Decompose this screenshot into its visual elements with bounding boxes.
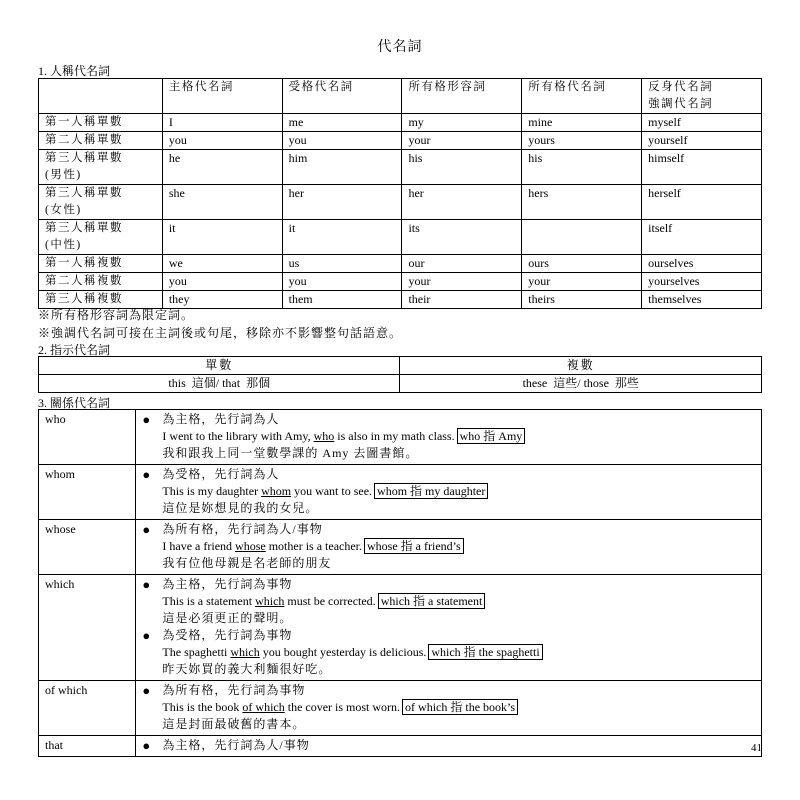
- header-text: 反身代名詞: [648, 81, 714, 93]
- table-row: [39, 465, 762, 520]
- table-row: [39, 375, 762, 393]
- sentence-text: This is the book: [162, 700, 243, 714]
- antecedent-box: whose 指 a friend’s: [364, 538, 464, 554]
- cell-singular: this 這個/ that 那個: [39, 375, 400, 393]
- chinese-translation: 我和跟我上同一堂數學課的 Amy 去圖書館。: [162, 446, 419, 460]
- row-label-gender: (女性): [45, 204, 82, 216]
- sentence-text: is also in my math class.: [334, 429, 455, 443]
- pronoun-usage-cell: [136, 681, 762, 736]
- row-label-cell: [39, 255, 163, 273]
- table-cell: she: [162, 185, 282, 220]
- header-cell-empty: [39, 79, 163, 114]
- chinese-translation: 我有位他母親是名老師的朋友: [162, 556, 332, 570]
- usage-rule-bullet: ● 為受格，先行詞為人: [142, 466, 761, 483]
- row-label-cell: [39, 150, 163, 185]
- table-row: [39, 132, 762, 150]
- table-cell: him: [282, 150, 402, 185]
- header-cell: [642, 79, 762, 114]
- antecedent-box: who 指 Amy: [457, 428, 526, 444]
- pronoun-usage-cell: [136, 410, 762, 465]
- row-label-cell: [39, 220, 163, 255]
- underlined-pronoun: of which: [242, 700, 285, 714]
- sentence-text: you bought yesterday is delicious.: [259, 645, 427, 659]
- row-label: 第二人稱複數: [45, 275, 123, 287]
- example-sentence: [142, 538, 761, 555]
- row-label: 第二人稱單數: [45, 134, 123, 146]
- chinese-translation: 這位是妳想見的我的女兒。: [162, 501, 319, 515]
- note-1: ※所有格形容詞為限定詞。: [38, 308, 195, 322]
- table-cell: mine: [522, 114, 642, 132]
- table-cell: his: [522, 150, 642, 185]
- pronoun-usage-cell: [136, 465, 762, 520]
- row-label: 第三人稱單數: [45, 187, 123, 199]
- table-row: [39, 357, 762, 375]
- underlined-pronoun: which: [230, 645, 260, 659]
- example-sentence: [142, 593, 761, 610]
- table-cell: ourselves: [642, 255, 762, 273]
- header-cell: [402, 79, 522, 114]
- table-cell: he: [162, 150, 282, 185]
- table-row: [39, 255, 762, 273]
- table-row: [39, 410, 762, 465]
- table-cell: us: [282, 255, 402, 273]
- usage-rule-bullet: ● 為主格，先行詞為事物: [142, 576, 761, 593]
- row-label-cell: [39, 273, 163, 291]
- page-title: 代名詞: [377, 40, 423, 55]
- table-cell: your: [522, 273, 642, 291]
- table-cell: their: [402, 291, 522, 309]
- table-cell: it: [162, 220, 282, 255]
- underlined-pronoun: who: [313, 429, 335, 443]
- table-cell: its: [402, 220, 522, 255]
- pronoun-key-cell: who: [39, 410, 136, 465]
- personal-pronoun-table: [38, 78, 762, 309]
- antecedent-box: of which 指 the book’s: [402, 699, 518, 715]
- header-cell: [282, 79, 402, 114]
- antecedent-box: which 指 the spaghetti: [428, 644, 542, 660]
- header-text: 主格代名詞: [168, 81, 234, 93]
- header-cell-singular: 單數: [39, 357, 400, 375]
- row-label: 第三人稱單數: [45, 222, 123, 234]
- sentence-text: I went to the library with Amy,: [162, 429, 314, 443]
- table-cell: them: [282, 291, 402, 309]
- note-2: ※強調代名詞可接在主詞後或句尾，移除亦不影響整句話語意。: [38, 326, 403, 340]
- sentence-text: This is my daughter: [162, 484, 262, 498]
- table-row: [39, 736, 762, 757]
- sentence-text: the cover is most worn.: [284, 700, 401, 714]
- table-cell: you: [282, 273, 402, 291]
- pronoun-usage-cell: [136, 575, 762, 681]
- sentence-text: This is a statement: [162, 594, 256, 608]
- pronoun-usage-cell: [136, 520, 762, 575]
- table-cell: I: [162, 114, 282, 132]
- underlined-pronoun: whose: [235, 539, 266, 553]
- antecedent-box: which 指 a statement: [378, 593, 486, 609]
- row-label-cell: [39, 132, 163, 150]
- table-row: [39, 520, 762, 575]
- pronoun-key-cell: whose: [39, 520, 136, 575]
- example-sentence: [142, 428, 761, 445]
- table-cell: her: [282, 185, 402, 220]
- row-label-gender: (男性): [45, 169, 82, 181]
- table-cell: hers: [522, 185, 642, 220]
- header-text: 受格代名詞: [288, 81, 354, 93]
- table-cell: itself: [642, 220, 762, 255]
- chinese-translation: 這是封面最破舊的書本。: [162, 717, 306, 731]
- pronoun-key-cell: which: [39, 575, 136, 681]
- sentence-text: mother is a teacher.: [265, 539, 363, 553]
- table-row: [39, 575, 762, 681]
- usage-rule-bullet: ● 為主格，先行詞為人: [142, 411, 761, 428]
- usage-rule-bullet: ● 為所有格，先行詞為人/事物: [142, 521, 761, 538]
- section-heading-relative: 3. 關係代名詞: [38, 396, 111, 410]
- table-cell: your: [402, 132, 522, 150]
- row-label-cell: [39, 185, 163, 220]
- table-row: [39, 681, 762, 736]
- chinese-translation: 這是必須更正的聲明。: [162, 611, 293, 625]
- row-label-gender: (中性): [45, 239, 82, 251]
- table-cell: her: [402, 185, 522, 220]
- sentence-text: I have a friend: [162, 539, 236, 553]
- sentence-text: you want to see.: [291, 484, 373, 498]
- table-cell: themselves: [642, 291, 762, 309]
- relative-pronoun-table: [38, 409, 762, 757]
- table-cell: yourselves: [642, 273, 762, 291]
- table-row: [39, 185, 762, 220]
- cell-plural: these 這些/ those 那些: [400, 375, 762, 393]
- table-cell: your: [402, 273, 522, 291]
- table-cell: me: [282, 114, 402, 132]
- table-cell: yours: [522, 132, 642, 150]
- header-text: 所有格代名詞: [528, 81, 607, 93]
- usage-rule-bullet: ● 為所有格，先行詞為事物: [142, 682, 761, 699]
- sentence-text: The spaghetti: [162, 645, 231, 659]
- table-cell: ours: [522, 255, 642, 273]
- table-row: [39, 114, 762, 132]
- table-cell: you: [162, 273, 282, 291]
- table-cell: [522, 220, 642, 255]
- sentence-text: must be corrected.: [284, 594, 376, 608]
- table-row: [39, 150, 762, 185]
- underlined-pronoun: which: [255, 594, 285, 608]
- chinese-translation: 昨天妳買的義大利麵很好吃。: [162, 662, 332, 676]
- example-sentence: [142, 483, 761, 500]
- row-label: 第一人稱複數: [45, 257, 123, 269]
- section-heading-personal: 1. 人稱代名詞: [38, 64, 111, 78]
- page-number: 41: [751, 742, 762, 754]
- table-cell: yourself: [642, 132, 762, 150]
- usage-rule-bullet: ● 為受格，先行詞為事物: [142, 627, 761, 644]
- underlined-pronoun: whom: [261, 484, 292, 498]
- example-sentence: [142, 644, 761, 661]
- row-label: 第一人稱單數: [45, 116, 123, 128]
- row-label: 第三人稱複數: [45, 293, 123, 305]
- table-cell: you: [162, 132, 282, 150]
- table-row: [39, 273, 762, 291]
- table-cell: they: [162, 291, 282, 309]
- row-label-cell: [39, 114, 163, 132]
- header-text-extra: 強調代名詞: [648, 98, 714, 110]
- antecedent-box: whom 指 my daughter: [374, 483, 488, 499]
- header-cell: [162, 79, 282, 114]
- table-cell: we: [162, 255, 282, 273]
- table-cell: my: [402, 114, 522, 132]
- table-row: [39, 220, 762, 255]
- table-cell: theirs: [522, 291, 642, 309]
- table-cell: his: [402, 150, 522, 185]
- demonstrative-pronoun-table: [38, 356, 762, 393]
- table-cell: myself: [642, 114, 762, 132]
- table-cell: herself: [642, 185, 762, 220]
- pronoun-usage-cell: [136, 736, 762, 757]
- pronoun-key-cell: that: [39, 736, 136, 757]
- usage-rule-bullet: ● 為主格，先行詞為人/事物: [142, 737, 761, 754]
- pronoun-key-cell: of which: [39, 681, 136, 736]
- pronoun-key-cell: whom: [39, 465, 136, 520]
- section-heading-demonstrative: 2. 指示代名詞: [38, 343, 111, 357]
- example-sentence: [142, 699, 761, 716]
- header-text: 所有格形容詞: [408, 81, 487, 93]
- header-cell-plural: 複數: [400, 357, 762, 375]
- table-cell: himself: [642, 150, 762, 185]
- row-label: 第三人稱單數: [45, 152, 123, 164]
- table-cell: you: [282, 132, 402, 150]
- table-cell: it: [282, 220, 402, 255]
- table-cell: our: [402, 255, 522, 273]
- header-cell: [522, 79, 642, 114]
- table-header-row: [39, 79, 762, 114]
